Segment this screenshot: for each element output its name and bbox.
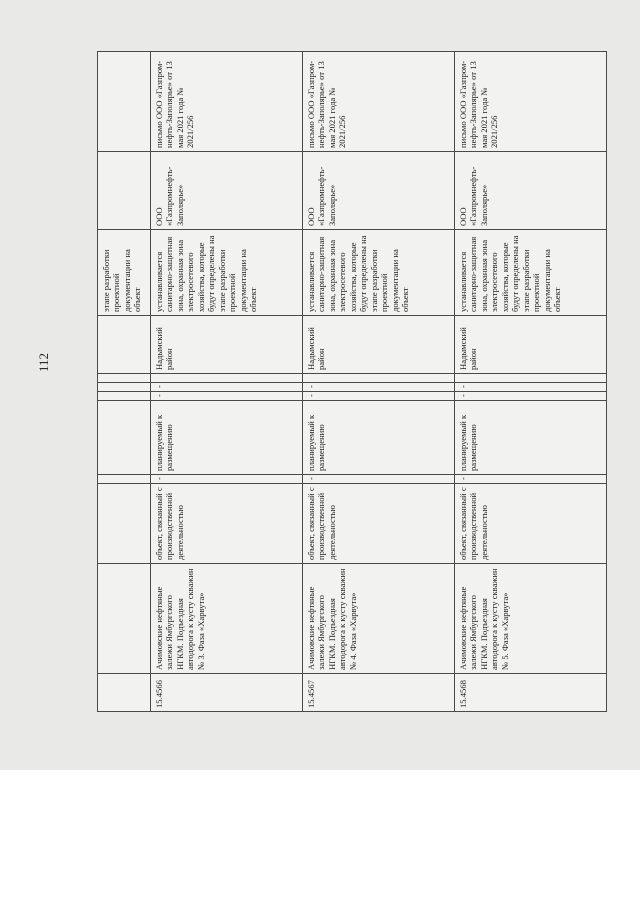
object-name: Ачимовские нефтяные залежи Ямбургского НГКМ. Подъездная автодорога к кусту скважин № 3. Фаза «Харвута»	[151, 564, 303, 674]
object-status: планируемый к размещению	[151, 401, 303, 475]
object-document: письмо ООО «Газпром-нефть-Заполярье» от 13 мая 2021 года № 2021/256	[455, 52, 607, 152]
cont-cell-doc	[98, 52, 151, 152]
object-organization: ООО «Газпромнефть-Заполярье»	[151, 152, 303, 230]
dash-cell: -	[455, 383, 607, 392]
object-type: объект, связанный с производственной деятельностью	[151, 484, 303, 564]
object-district: Надымский район	[303, 316, 455, 374]
dash-cell: -	[303, 392, 455, 401]
object-number: 15.4566	[151, 674, 303, 712]
empty-cell	[151, 374, 303, 383]
cont-cell-status	[98, 401, 151, 475]
empty-cell	[455, 374, 607, 383]
cont-cell-number	[98, 674, 151, 712]
table-row	[303, 52, 455, 712]
object-status: планируемый к размещению	[455, 401, 607, 475]
registry-table-wrapper	[97, 52, 587, 712]
dash-cell: -	[151, 475, 303, 484]
cont-cell-district	[98, 316, 151, 374]
object-district: Надымский район	[151, 316, 303, 374]
object-organization: ООО «Газпромнефть-Заполярье»	[303, 152, 455, 230]
cont-cell-type	[98, 484, 151, 564]
cont-cell-notes: этапе разработки проектной документации на объект	[98, 230, 151, 316]
registry-table	[97, 51, 607, 712]
object-notes: устанавливается санитарно-защитная зона, охранная зона электросетевого хозяйства, которые будут определены на этапе разработки проектной документации на объект	[151, 230, 303, 316]
object-number: 15.4568	[455, 674, 607, 712]
continuation-row	[98, 52, 151, 712]
object-organization: ООО «Газпромнефть-Заполярье»	[455, 152, 607, 230]
dash-cell: -	[151, 392, 303, 401]
cont-cell-name	[98, 564, 151, 674]
object-notes: устанавливается санитарно-защитная зона, охранная зона электросетевого хозяйства, которые будут определены на этапе разработки проектной документации на объект	[455, 230, 607, 316]
object-notes: устанавливается санитарно-защитная зона, охранная зона электросетевого хозяйства, которые будут определены на этапе разработки проектной документации на объект	[303, 230, 455, 316]
cont-cell-dash	[98, 475, 151, 484]
cont-cell-dash	[98, 392, 151, 401]
object-type: объект, связанный с производственной деятельностью	[303, 484, 455, 564]
cont-cell-dash	[98, 383, 151, 392]
object-name: Ачимовские нефтяные залежи Ямбургского НГКМ. Подъездная автодорога к кусту скважин № 4. Фаза «Харвута»	[303, 564, 455, 674]
page-number: 112	[36, 352, 51, 372]
dash-cell: -	[151, 383, 303, 392]
cont-cell-dash	[98, 374, 151, 383]
table-row	[455, 52, 607, 712]
object-document: письмо ООО «Газпром-нефть-Заполярье» от 13 мая 2021 года № 2021/256	[303, 52, 455, 152]
object-number: 15.4567	[303, 674, 455, 712]
object-district: Надымский район	[455, 316, 607, 374]
table-row	[151, 52, 303, 712]
empty-cell	[303, 374, 455, 383]
object-type: объект, связанный с производственной деятельностью	[455, 484, 607, 564]
dash-cell: -	[303, 383, 455, 392]
object-document: письмо ООО «Газпром-нефть-Заполярье» от 13 мая 2021 года № 2021/256	[151, 52, 303, 152]
cont-cell-org	[98, 152, 151, 230]
dash-cell: -	[455, 392, 607, 401]
object-status: планируемый к размещению	[303, 401, 455, 475]
dash-cell: -	[455, 475, 607, 484]
object-name: Ачимовские нефтяные залежи Ямбургского НГКМ. Подъездная автодорога к кусту скважин № 5. Фаза «Харвута»	[455, 564, 607, 674]
dash-cell: -	[303, 475, 455, 484]
